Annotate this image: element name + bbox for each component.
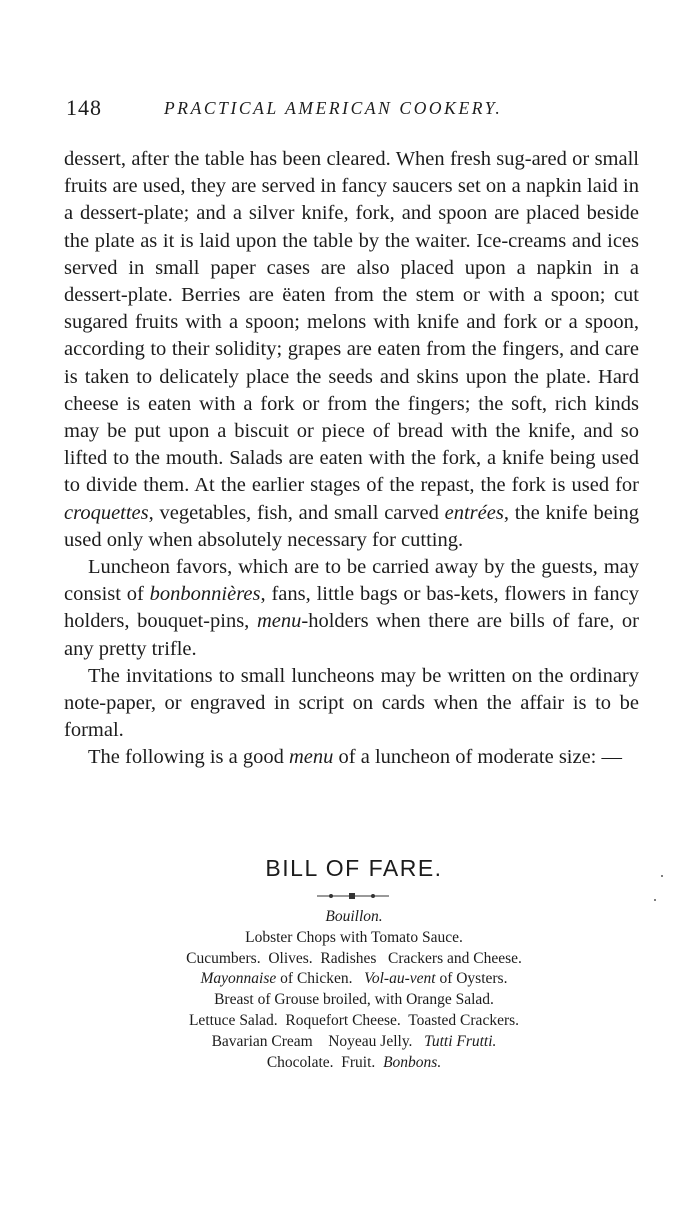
menu-line [8, 928, 700, 949]
menu-dish: of Oysters. [435, 970, 508, 988]
page-number: 148 [66, 95, 102, 120]
paragraph [64, 663, 639, 745]
menu-dish: Bavarian Cream Noyeau Jelly. [211, 1032, 425, 1050]
menu-dish: of Chicken. [276, 970, 365, 988]
body-text [64, 146, 639, 772]
text-run: , the knife being used only when absolutely necessary for cutting. [64, 501, 639, 551]
running-title: PRACTICAL AMERICAN COOKERY. [164, 98, 503, 118]
running-head [66, 95, 666, 125]
menu-dish: Chocolate. Fruit. [266, 1053, 384, 1071]
menu-line [8, 949, 700, 970]
menu-line [8, 1011, 700, 1032]
menu-line [8, 990, 700, 1011]
menu-dish-italic: Bouillon. [325, 908, 383, 925]
bill-of-fare-menu [0, 907, 700, 1073]
menu-line [8, 969, 700, 990]
text-run: of a luncheon of moderate size: — [333, 746, 623, 769]
text-run: , fans, little bags or bas-kets, flowers in fancy holders, bouquet-pins, [64, 583, 639, 633]
paragraph [64, 146, 639, 554]
text-run: The following is a good [88, 746, 289, 769]
menu-dish-italic: Bonbons. [383, 1053, 442, 1071]
paragraph [64, 554, 639, 663]
menu-line [8, 907, 700, 928]
menu-dish: Cucumbers. Olives. Radishes Crackers and Cheese. [186, 949, 522, 967]
margin-speck [661, 875, 663, 877]
margin-speck [654, 899, 656, 901]
text-run: -holders when there are bills of fare, or any pretty trifle. [64, 610, 639, 660]
bill-of-fare-title: BILL OF FARE. [265, 855, 443, 881]
menu-line [8, 1032, 700, 1053]
menu-line [8, 1053, 700, 1074]
menu-dish: Breast of Grouse broiled, with Orange Salad. [214, 991, 494, 1009]
italic-text: entrées [444, 501, 504, 524]
menu-dish: Lettuce Salad. Roquefort Cheese. Toasted Crackers. [188, 1011, 520, 1029]
text-run: The invitations to small luncheons may be written on the ordinary note-paper, or engraved in script on cards when the affair is to be formal. [64, 664, 639, 742]
menu-dish-italic: Vol-au-vent [364, 970, 436, 988]
italic-text: croquettes [64, 501, 149, 524]
italic-text: bonbonnières [149, 583, 261, 606]
ornament-divider [313, 889, 393, 903]
italic-text: menu [256, 610, 302, 633]
menu-dish-italic: Tutti Frutti. [424, 1032, 497, 1050]
menu-dish: Lobster Chops with Tomato Sauce. [245, 928, 463, 946]
paragraph [64, 744, 639, 771]
menu-dish-italic: Mayonnaise [200, 970, 277, 988]
text-run: Luncheon favors, which are to be carried away by the guests, may consist of [64, 556, 639, 606]
text-run: , vegetables, fish, and small carved [148, 501, 445, 524]
italic-text: menu [289, 746, 334, 769]
text-run: dessert, after the table has been cleared. When fresh sug-ared or small fruits are used, they are served in fancy saucers set on a napkin laid in a dessert-plate; and a silver knife, fork, and spoon are placed beside the plate as it is laid upon the table by the waiter. Ice-creams and ices served in small paper cases are also placed upon a napkin in a dessert-plate. Berries are ëaten from the stem or with a spoon; cut sugared fruits with a spoon; melons with knife and fork or a spoon, according to their solidity; grapes are eaten from the fingers, and care is taken to delicately place the seeds and skins upon the plate. Hard cheese is eaten with a fork or from the fingers; the soft, rich kinds may be put upon a biscuit or piece of bread with the knife, and so lifted to the mouth. Salads are eaten with the fork, a knife being used to divide them. At the earlier stages of the repast, the fork is used for [64, 148, 639, 497]
